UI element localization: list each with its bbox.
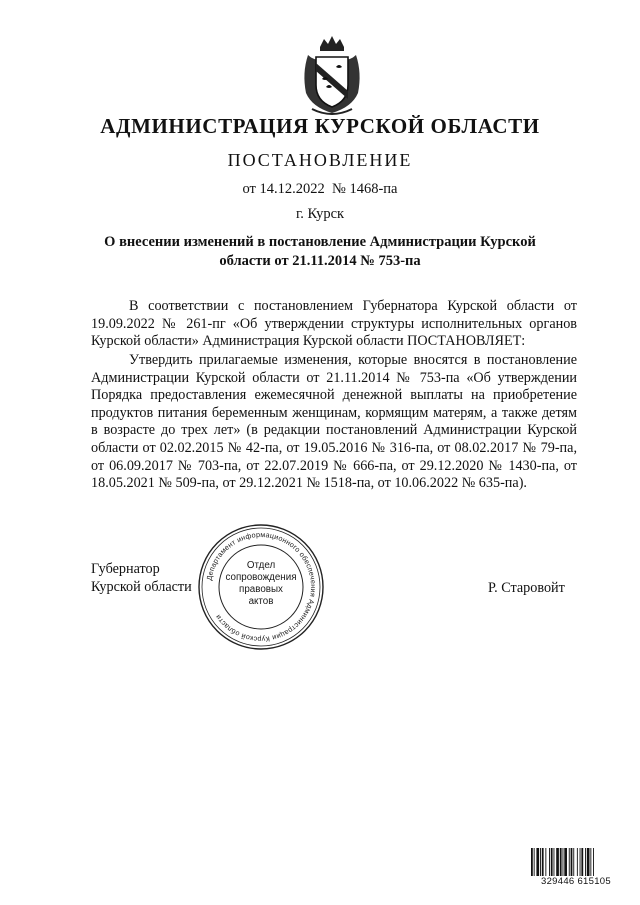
stamp-center-text [218,560,304,608]
subject-line-1: О внесении изменений в постановление Администрации Курской [104,234,536,250]
coat-of-arms-icon [298,33,366,117]
organization-title: АДМИНИСТРАЦИЯ КУРСКОЙ ОБЛАСТИ [100,114,540,138]
stamp-line-2: сопровождения [225,572,297,583]
document-type: ПОСТАНОВЛЕНИЕ [227,150,413,170]
barcode [530,848,622,878]
body-paragraph-2: Утвердить прилагаемые изменения, которые вносятся в постановление Администрации Курской области от 21.11.2014 № 753-па «Об утверждении Порядка предоставления ежемесячной денежной выплаты на приобретение продуктов питания беременным женщинам, кормящим матерям, а также детям в возрасте до трех лет» (в редакции постановлений Администрации Курской области от 02.02.2015 № 42-па, от 19.05.2016 № 316-па, от 08.02.2017 № 79-па, от 06.09.2017 № 703-па, от 22.07.2019 № 666-па, от 29.12.2020 № 1430-па, от 18.05.2021 № 509-па, от 29.12.2021 № 1518-па, от 10.06.2022 № 635-па). [91,352,577,492]
signer-title-line-1: Губернатор [91,561,160,577]
barcode-number: 329446 615105 [541,876,611,887]
document-city: г. Курск [295,206,345,222]
body-paragraph-1: В соответствии с постановлением Губернатора Курской области от 19.09.2022 № 261-пг «Об утверждении структуры исполнительных органов Курской области» Администрация Курской области ПОСТАНОВЛЯЕТ: [91,298,577,350]
subject-line-2: области от 21.11.2014 № 753-па [219,253,421,269]
stamp-ring-text: Департамент информационного обеспечения Администрации Курской области [204,529,319,645]
signer-name: Р. Старовойт [488,580,565,596]
stamp-line-4: актов [248,596,274,607]
document-date-number: от 14.12.2022 № 1468-па [242,181,398,197]
stamp-line-1: Отдел [246,560,276,571]
stamp-line-3: правовых [239,584,283,595]
signer-title-line-2: Курской области [91,579,192,595]
document-subject [0,233,640,271]
signer-title [91,560,192,596]
